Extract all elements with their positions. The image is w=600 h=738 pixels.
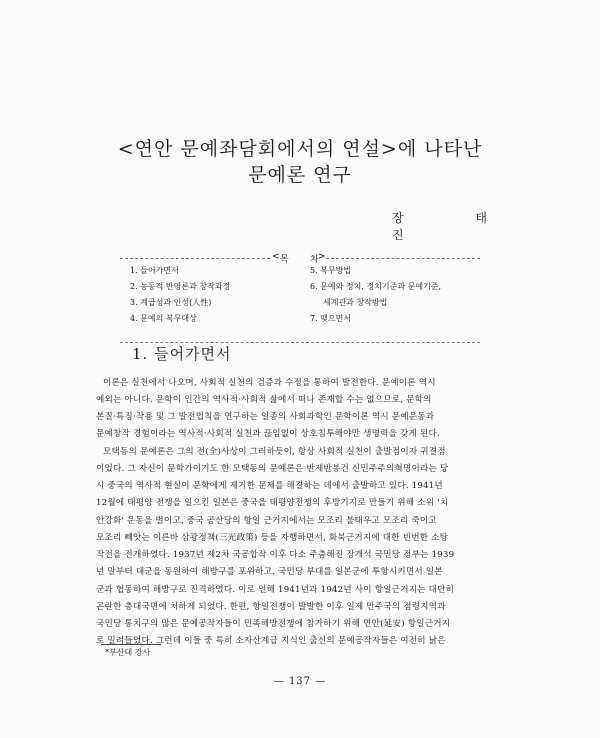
- body-line: 안강화' 운동을 벌이고, 중국 공산당의 항일 근거지에서는 모조리 불태우고 모조리 죽이고: [96, 516, 437, 526]
- footnote-rule: [101, 644, 161, 645]
- body-line: 본질·특징·작용 및 그 발전법칙을 연구하는 일종의 사회과학인 문학이론 역시 문예운동과: [96, 412, 435, 422]
- paper-title-line-2: 문예론 연구: [248, 164, 352, 186]
- body-line: 이론은 실천에서 나오며, 사회적 실천의 검증과 수정을 통하여 발전한다. 문예이론 역시: [103, 378, 436, 388]
- body-line: 모조리 빼앗는 이른바 삼광정책(三光政策) 등을 자행하면서, 화북근거지에 대한 빈번한 소탕: [96, 533, 449, 543]
- table-of-contents: [120, 252, 480, 344]
- toc-item: 3. 계급성과 인성(人性): [130, 298, 212, 307]
- body-line: 년 말부터 대군을 동원하여 해방구를 포위하고, 국민당 부대를 일본군에 투항시키면서 일본: [96, 567, 443, 577]
- toc-top-rule-left: [120, 258, 270, 259]
- body-line: 로 밀려들었다. 그런데 이들 중 특히 소자산계급 지식인 출신의 문예공작자들은 여전히 낡은: [96, 636, 446, 646]
- body-line: 국민당 통치구의 많은 문예공작자들이 민족해방전쟁에 참가하기 위해 연안(延安) 항일근거지: [96, 619, 451, 629]
- body-line: 이었다. 그 자신이 문학가이기도 한 모택동의 문예론은 반제반봉건 신민주주의혁명이라는 당: [96, 464, 449, 474]
- author-name: 장 태 진: [392, 211, 521, 242]
- body-line: 시 중국의 역사적 현실이 문학에게 제기한 문제를 해결하는 데에서 출발하고 있다. 1941년: [96, 481, 443, 491]
- body-line: 작전을 전개하였다. 1937년 제2차 국공합작 이후 다소 주춤해진 장개석 국민당 정부는 1939: [96, 550, 455, 560]
- toc-item: 6. 문예와 정치, 정치기준과 문예기준,: [310, 282, 442, 291]
- body-line: 예외는 아니다. 문학이 인간의 역사적·사회적 삶에서 떠나 존재할 수는 없으므로, 문학의: [96, 395, 432, 405]
- page-number: — 137 —: [273, 676, 327, 687]
- section-heading: 1. 들어가면서: [132, 345, 232, 363]
- toc-item: 1. 들어가면서: [130, 266, 179, 275]
- toc-label-first: 목: [280, 255, 289, 265]
- toc-label-second: 차: [310, 255, 319, 265]
- body-line: 모택동의 문예론은 그의 전(全)사상이 그러하듯이, 항상 사회적 실천이 출발점이자 귀결점: [103, 447, 446, 457]
- body-line: 군과 협동하여 해방구로 진격하였다. 이로 인해 1941년과 1942년 사이 항일근거지는 대단히: [96, 585, 455, 595]
- toc-item: 2. 농동적 반영론과 창작과정: [130, 282, 231, 291]
- body-line: 문예창작 경험이라는 역사적·사회적 실천과 끊임없이 상호침투해야만 생명력을 갖게 된다.: [96, 429, 440, 439]
- toc-item: 7. 맺으면서: [310, 314, 352, 323]
- toc-bracket-open: <: [272, 252, 280, 262]
- toc-item: 5. 복무방법: [310, 266, 352, 275]
- toc-item: 세계관과 창작방법: [323, 298, 388, 307]
- body-line: 12월에 태평양 전쟁을 일으킨 일본은 중국을 태평양전쟁의 후방기지로 만들기 위해 소위 '치: [96, 498, 449, 508]
- toc-top-rule-right: [326, 258, 480, 259]
- toc-bracket-close: >: [318, 252, 326, 262]
- paper-title-line-1: <연안 문예좌담회에서의 연설>에 나타난: [117, 138, 483, 160]
- body-line: 곤란한 층대국면에 처하게 되었다. 한편, 항일전쟁이 발발한 이후 일제 만주국의 점령지역과: [96, 602, 446, 612]
- toc-item: 4. 문예의 복무대상: [130, 314, 197, 323]
- footnote: *부산대 강사: [105, 648, 151, 657]
